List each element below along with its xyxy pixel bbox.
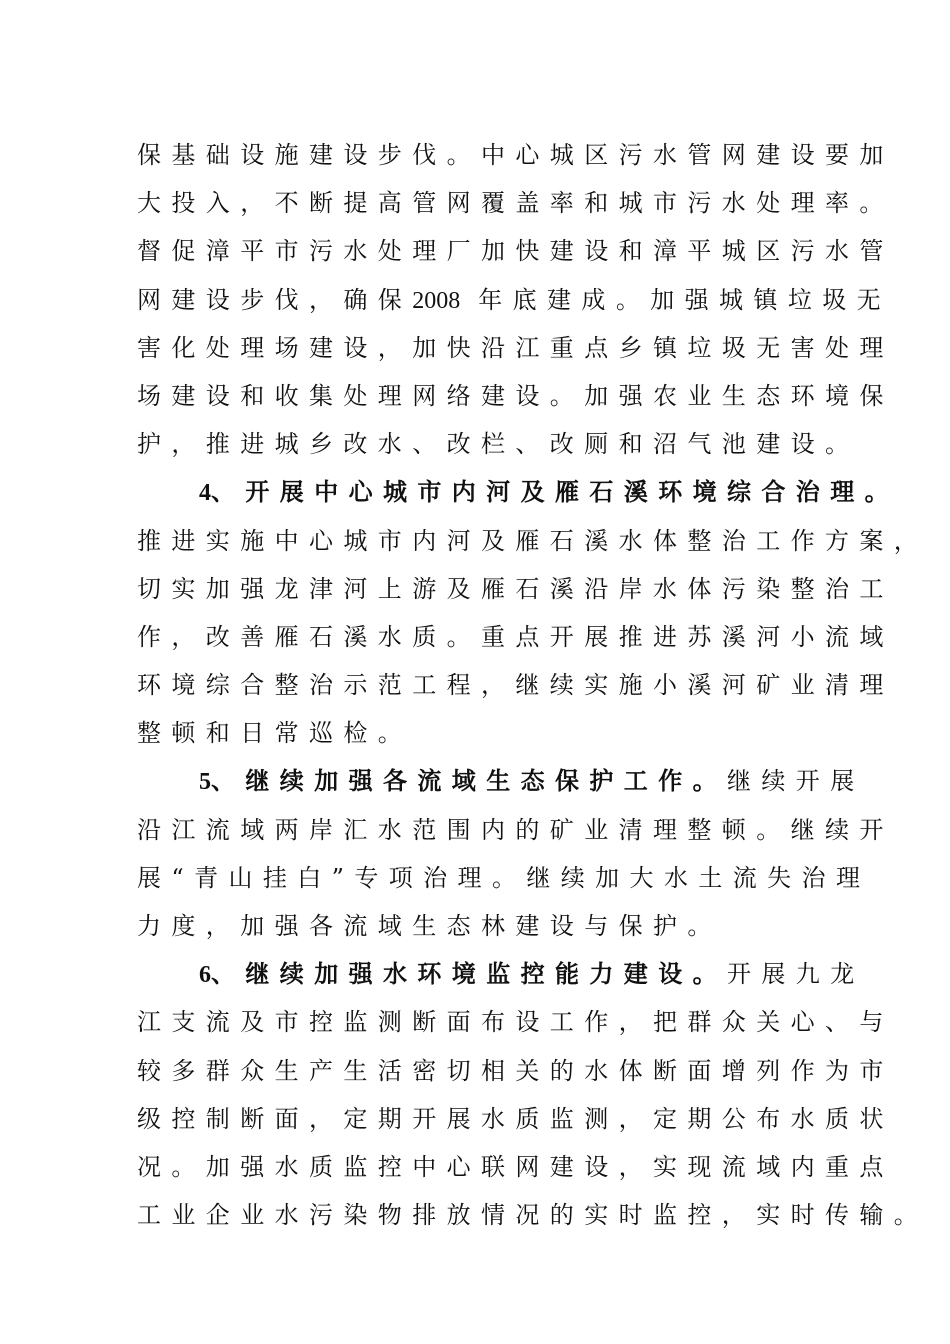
section-heading-4	[137, 468, 899, 516]
body-line: 较多群众生产生活密切相关的水体断面增列作为市	[137, 1056, 894, 1085]
body-line: 力度，加强各流域生态林建设与保护。	[137, 912, 722, 940]
section-number: 4	[199, 480, 211, 507]
body-text: 继续开展	[727, 767, 865, 796]
body-line	[137, 276, 892, 324]
body-line: 害化处理场建设，加快沿江重点乡镇垃圾无害处理	[137, 333, 894, 362]
body-line: 整顿和日常巡检。	[137, 719, 413, 748]
body-line: 护，推进城乡改水、改栏、改厕和沼气池建设。	[137, 430, 860, 459]
year-number: 2008	[412, 287, 461, 314]
body-line: 保基础设施建设步伐。中心城区污水管网建设要加	[137, 141, 894, 169]
body-line: 督促漳平市污水处理厂加快建设和漳平城区污水管	[137, 237, 894, 266]
section-heading-text: 、继续加强水环境监控能力建设。	[211, 959, 727, 989]
body-text: 年底建成。加强城镇垃圾无	[460, 285, 892, 314]
body-line: 沿江流域两岸汇水范围内的矿业清理整顿。继续开	[137, 815, 894, 844]
body-line: 推进实施中心城市内河及雁石溪水体整治工作方案，	[137, 526, 929, 555]
section-heading-text: 、继续加强各流域生态保护工作。	[211, 766, 727, 796]
body-line: 环境综合整治示范工程，继续实施小溪河矿业清理	[137, 671, 894, 700]
body-line: 切实加强龙津河上游及雁石溪沿岸水体污染整治工	[137, 574, 894, 603]
document-body	[137, 131, 929, 1239]
body-line: 作，改善雁石溪水质。重点开展推进苏溪河小流域	[137, 622, 894, 651]
section-heading-text: 、开展中心城市内河及雁石溪环境综合治理。	[211, 477, 899, 507]
body-line: 场建设和收集处理网络建设。加强农业生态环境保	[137, 381, 894, 410]
body-line: 级控制断面，定期开展水质监测，定期公布水质状	[137, 1104, 894, 1133]
body-line: 大投入，不断提高管网覆盖率和城市污水处理率。	[137, 189, 894, 218]
section-heading-6	[137, 950, 865, 998]
section-number: 6	[199, 962, 211, 989]
body-line: 况。加强水质监控中心联网建设，实现流域内重点	[137, 1152, 894, 1181]
section-heading-5	[137, 757, 865, 805]
body-text: 网建设步伐，确保	[137, 285, 413, 314]
section-number: 5	[199, 769, 211, 796]
body-line: 江支流及市控监测断面布设工作，把群众关心、与	[137, 1008, 894, 1037]
body-text: 开展九龙	[727, 960, 865, 989]
body-line: 展“青山挂白”专项治理。继续加大水土流失治理	[137, 863, 871, 892]
body-line: 工业企业水污染物排放情况的实时监控，实时传输。	[137, 1201, 929, 1230]
